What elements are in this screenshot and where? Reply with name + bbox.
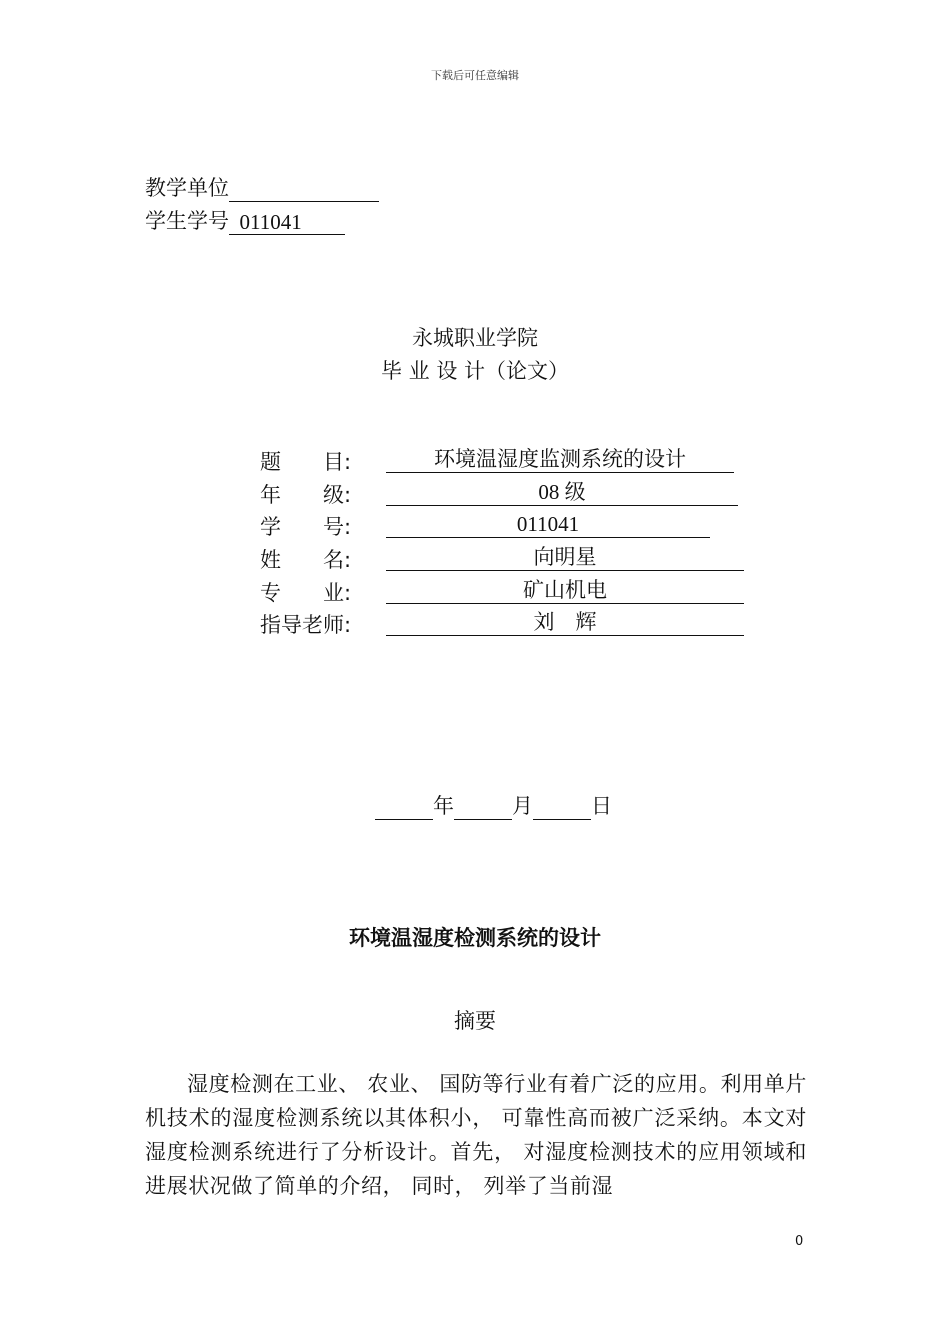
abstract-paragraph: 湿度检测在工业、 农业、 国防等行业有着广泛的应用。利用单片机技术的湿度检测系统以其体积小， 可靠性高而被广泛采纳。本文对湿度检测系统进行了分析设计。首先， 对湿度检测技术的应用领域和进展状况做了简单的介绍， 同时， 列举了当前湿 [145,1072,807,1198]
info-row-title [260,446,686,476]
page-number: 0 [795,1234,804,1249]
page-header-note: 下载后可任意编辑 [431,69,519,82]
student-id-label: 学生学号 [145,209,229,233]
info-row-name [260,544,597,574]
info-label: 专 业: [260,581,352,605]
info-label: 题 目: [260,450,352,474]
thesis-title: 环境温湿度检测系统的设计 [349,926,601,950]
student-id-field [145,205,345,235]
teaching-unit-value [229,201,379,202]
info-label: 年 级: [260,483,352,507]
info-value: 011041 [386,511,710,538]
info-label: 指导老师: [260,613,352,637]
info-label: 学 号: [260,515,352,539]
info-value: 向明星 [386,544,744,571]
school-name: 永城职业学院 [412,326,538,350]
day-label: 日 [591,794,612,818]
info-label: 姓 名: [260,548,352,572]
info-value: 08 级 [386,479,738,506]
student-id-value: 011041 [229,210,345,235]
month-blank [454,797,512,820]
date-line [375,790,612,820]
info-value: 环境温湿度监测系统的设计 [386,446,734,473]
teaching-unit-field [145,172,379,202]
year-label: 年 [433,794,454,818]
info-row-major [260,577,607,607]
info-value: 刘 辉 [386,609,744,636]
day-blank [533,797,591,820]
year-blank [375,797,433,820]
document-type: 毕 业 设 计（论文） [380,359,570,383]
teaching-unit-label: 教学单位 [145,176,229,200]
info-value: 矿山机电 [386,577,744,604]
info-row-advisor [260,609,597,639]
month-label: 月 [512,794,533,818]
info-row-student-number [260,511,580,541]
info-row-grade [260,479,586,509]
abstract-heading: 摘要 [454,1009,496,1033]
